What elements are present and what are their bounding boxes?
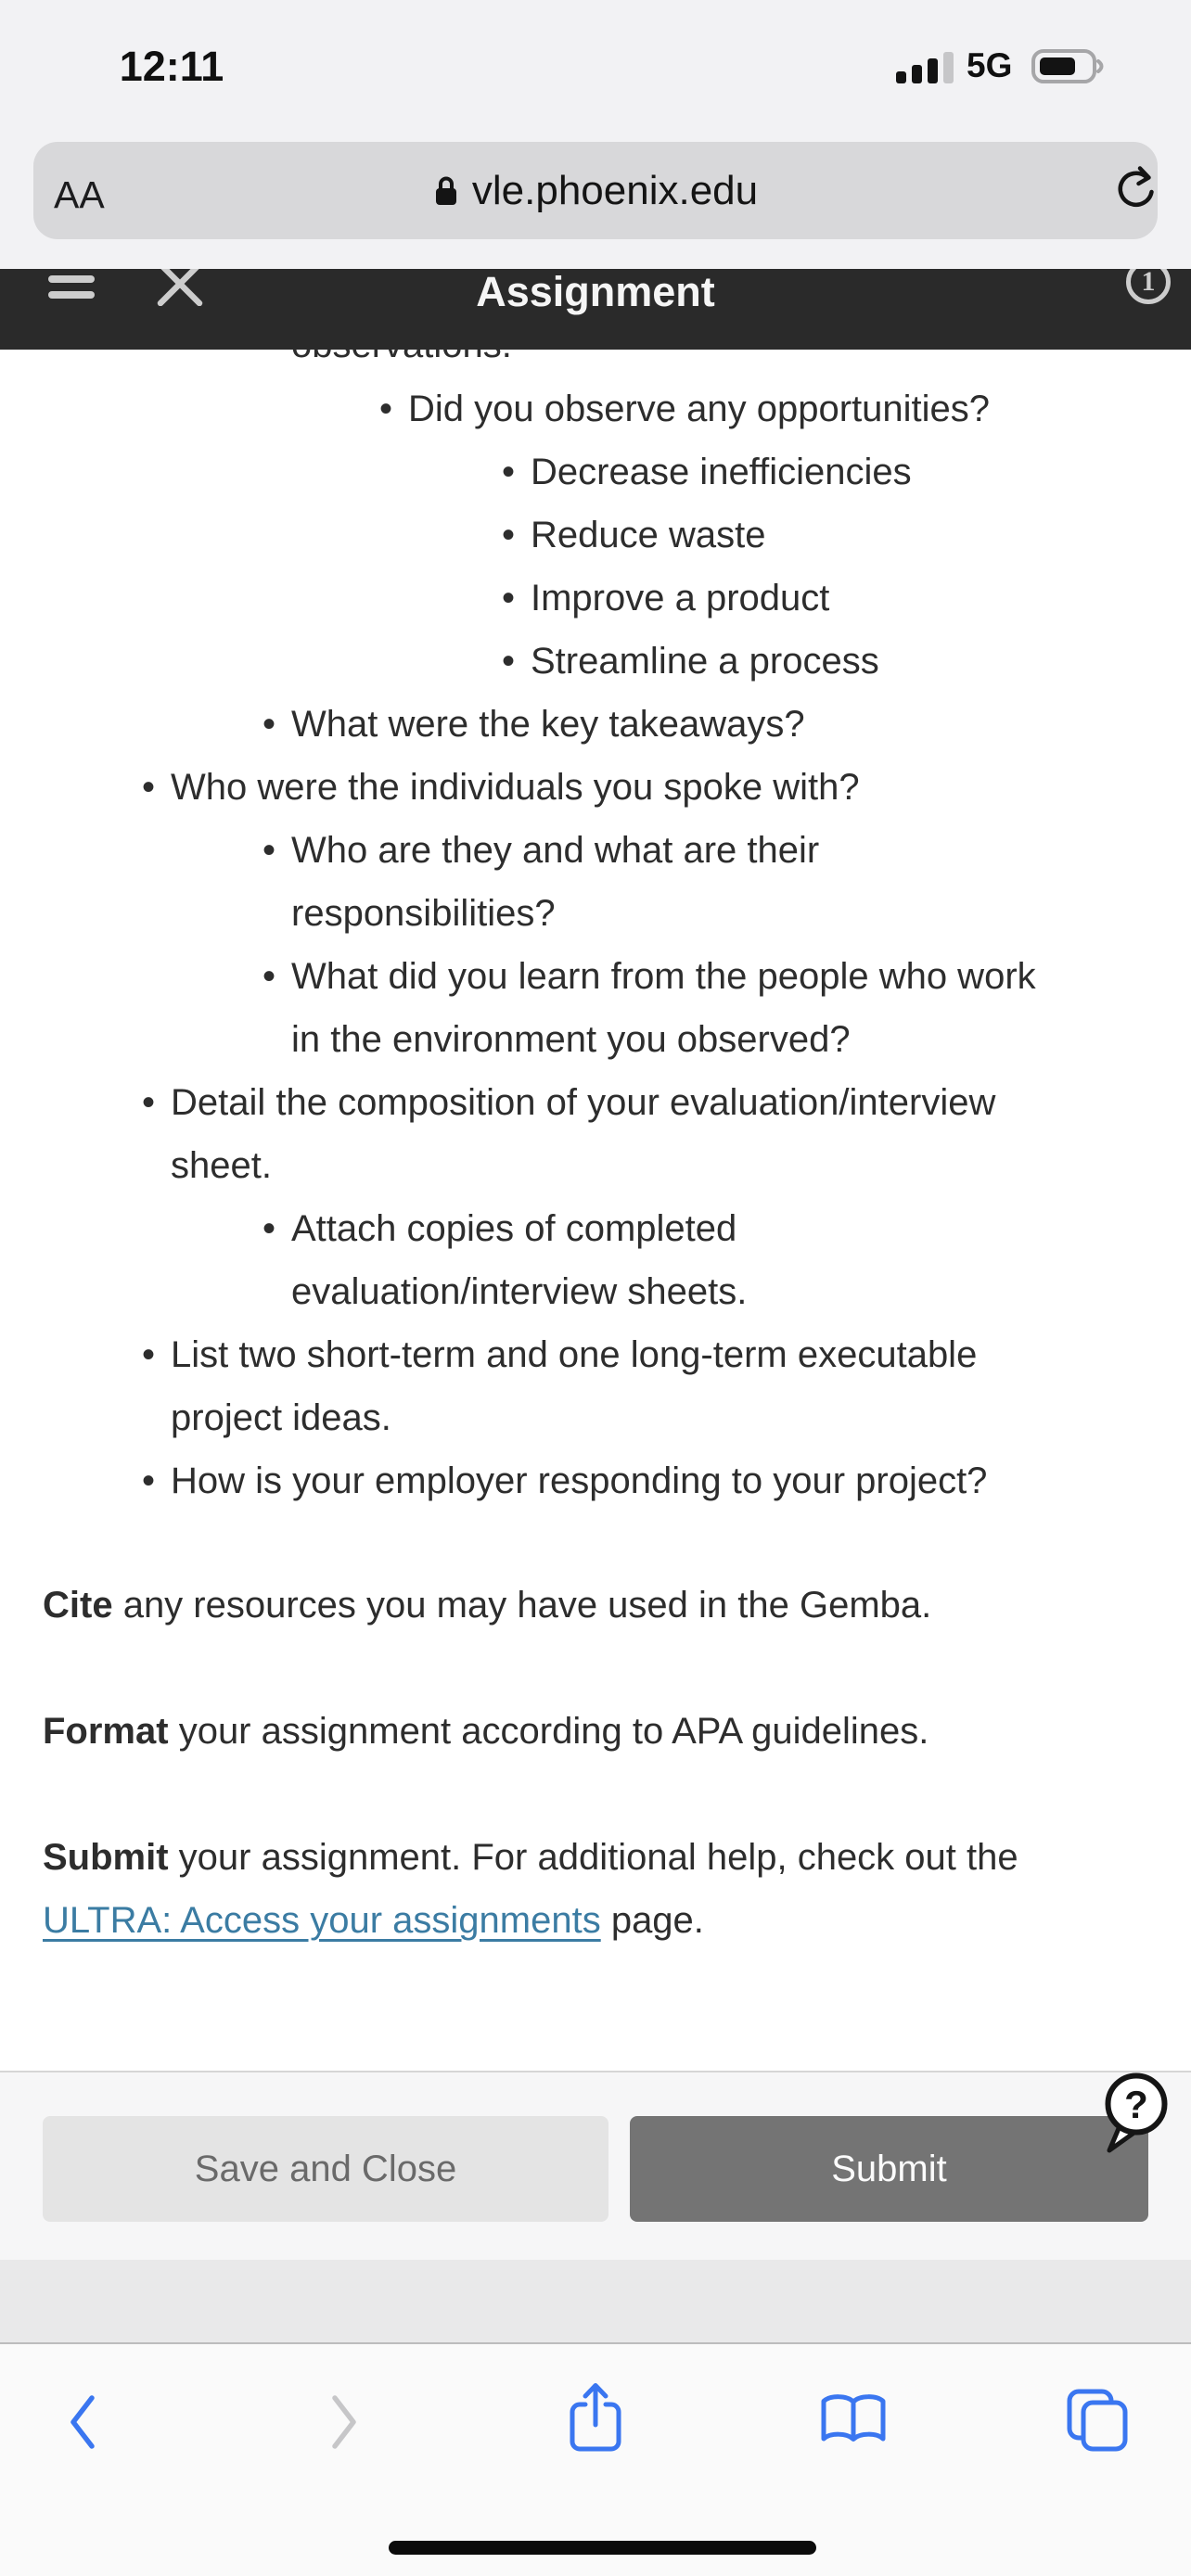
- page-end-band: [0, 2260, 1191, 2342]
- save-and-close-button[interactable]: Save and Close: [43, 2116, 608, 2222]
- paragraph-line: Format your assignment according to APA guidelines.: [43, 1711, 929, 1752]
- bullet-glyph: •: [142, 1082, 156, 1123]
- ultra-assignments-link[interactable]: ULTRA: Access your assignments: [43, 1900, 601, 1941]
- list-line: • Did you observe any opportunities?: [408, 377, 990, 440]
- safari-toolbar: [0, 2342, 1191, 2576]
- url-text: vle.phoenix.edu: [471, 167, 759, 213]
- page-title: Assignment: [476, 269, 715, 315]
- bullet-glyph: •: [142, 767, 156, 808]
- paragraph-line: Cite any resources you may have used in the Gemba.: [43, 1585, 932, 1626]
- list-line: • Improve a product: [531, 567, 829, 630]
- list-line: • Decrease inefficiencies: [531, 440, 912, 504]
- reload-button[interactable]: [1113, 165, 1156, 216]
- bullet-glyph: •: [142, 1334, 156, 1375]
- submit-button[interactable]: Submit: [630, 2116, 1148, 2222]
- bullet-glyph: •: [502, 515, 516, 555]
- cellular-signal-icon: [896, 48, 954, 85]
- list-line: • How is your employer responding to your project?: [171, 1449, 987, 1512]
- forward-button[interactable]: [330, 2395, 358, 2452]
- bullet-glyph: •: [263, 704, 276, 745]
- bullet-glyph: •: [502, 641, 516, 682]
- list-line: • Who were the individuals you spoke with?: [171, 756, 860, 819]
- bullet-glyph: •: [263, 830, 276, 871]
- list-line: responsibilities?: [291, 893, 556, 934]
- bullet-glyph: •: [379, 389, 393, 429]
- reader-options-button[interactable]: AA: [54, 165, 105, 217]
- list-line: • Streamline a process: [531, 630, 879, 693]
- lock-icon: [433, 174, 459, 208]
- list-line: • What did you learn from the people who work: [291, 945, 1036, 1008]
- list-line: • Attach copies of completed: [291, 1197, 736, 1260]
- safari-top-chrome: [0, 0, 1191, 269]
- list-line: • List two short-term and one long-term executable: [171, 1323, 977, 1386]
- bullet-glyph: •: [263, 956, 276, 997]
- back-button[interactable]: [69, 2395, 96, 2452]
- bookmarks-button[interactable]: [818, 2392, 889, 2451]
- list-line: evaluation/interview sheets.: [291, 1271, 748, 1312]
- list-line: • Reduce waste: [531, 504, 765, 567]
- help-button[interactable]: [1096, 2069, 1176, 2156]
- assignment-footer: [0, 2071, 1191, 2260]
- help-bubble-icon: [1096, 2069, 1176, 2156]
- book-icon: [818, 2392, 889, 2448]
- reload-icon: [1113, 165, 1156, 213]
- bullet-glyph: •: [502, 452, 516, 492]
- bullet-glyph: •: [263, 1208, 276, 1249]
- share-button[interactable]: [568, 2381, 623, 2456]
- bullet-glyph: •: [142, 1460, 156, 1501]
- back-chevron-icon: [69, 2395, 96, 2449]
- home-indicator: [389, 2541, 816, 2555]
- paragraph-line: ULTRA: Access your assignments page.: [43, 1900, 704, 1941]
- list-line: in the environment you observed?: [291, 1019, 851, 1060]
- status-time: 12:11: [119, 43, 224, 90]
- network-type-label: 5G: [967, 46, 1013, 84]
- battery-icon: [1031, 47, 1108, 86]
- bullet-glyph: •: [502, 578, 516, 618]
- assignment-header: [0, 269, 1191, 350]
- tabs-icon: [1067, 2389, 1130, 2454]
- share-icon: [568, 2381, 623, 2454]
- list-line: • Detail the composition of your evaluation/interview: [171, 1071, 995, 1134]
- list-line: sheet.: [171, 1145, 272, 1186]
- svg-text:?: ?: [1124, 2083, 1148, 2126]
- list-line: • Who are they and what are their: [291, 819, 819, 882]
- address-bar[interactable]: [33, 142, 1158, 239]
- list-line: • What were the key takeaways?: [291, 693, 805, 756]
- list-line: project ideas.: [171, 1397, 391, 1438]
- attempt-badge-icon[interactable]: 1: [1126, 269, 1171, 304]
- forward-chevron-icon: [330, 2395, 358, 2449]
- tabs-button[interactable]: [1067, 2389, 1130, 2456]
- paragraph-line: Submit your assignment. For additional help, check out the: [43, 1837, 1018, 1878]
